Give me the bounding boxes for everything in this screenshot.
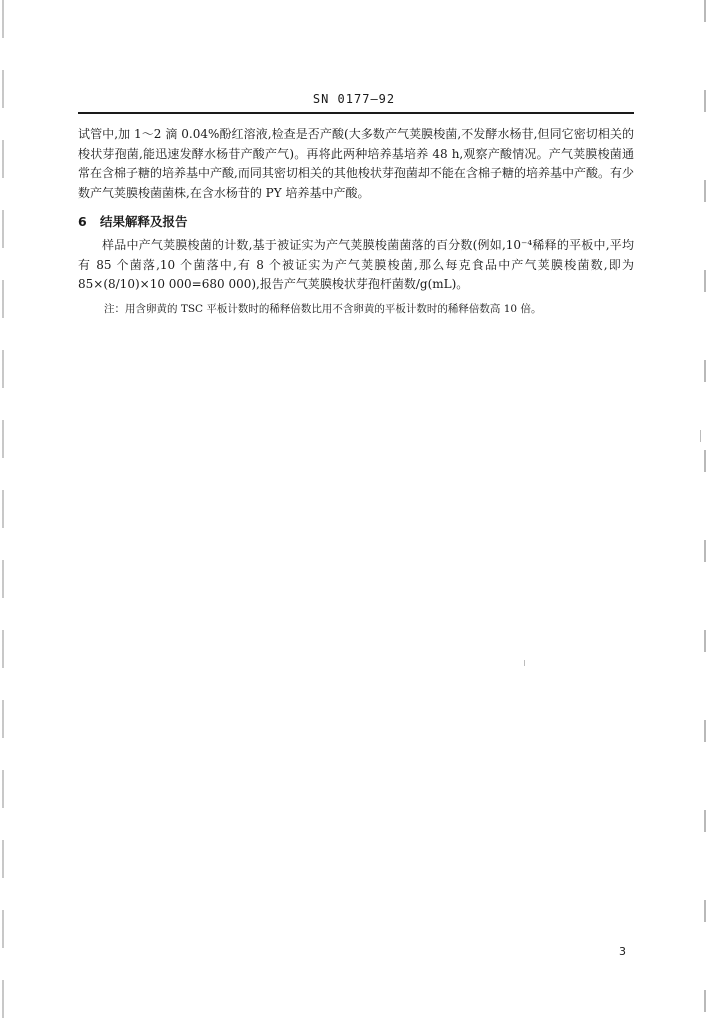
standard-code-header: SN 0177—92	[312, 92, 396, 106]
section-6-heading	[78, 212, 188, 230]
note: 注：用含卵黄的 TSC 平板计数时的稀释倍数比用不含卵黄的平板计数时的稀释倍数高 10 倍。	[104, 303, 542, 315]
scan-edge-left	[2, 0, 4, 1024]
page-number: 3	[619, 945, 626, 958]
header-rule	[78, 112, 634, 114]
scan-speck	[700, 430, 701, 442]
body-paragraph-1: 试管中,加 1～2 滴 0.04%酚红溶液,检查是否产酸(大多数产气荚膜梭菌,不发酵水杨苷,但同它密切相关的梭状芽孢菌,能迅速发酵水杨苷产酸产气)。再将此两种培养基培养 48 h,观察产酸情况。产气荚膜梭菌通常在含棉子糖的培养基中产酸,而同其密切相关的其他梭状芽孢菌却不能在含棉子糖的培养基中产酸。有少数产气荚膜梭菌菌株,在含水杨苷的 PY 培养基中产酸。	[78, 127, 634, 200]
scan-speck	[524, 660, 525, 666]
scan-edge-right	[704, 0, 706, 1024]
section-title: 结果解释及报告	[100, 214, 188, 229]
section-number: 6	[78, 214, 87, 229]
body-paragraph-2: 样品中产气荚膜梭菌的计数,基于被证实为产气荚膜梭菌菌落的百分数(例如,10⁻⁴稀释的平板中,平均有 85 个菌落,10 个菌落中,有 8 个被证实为产气荚膜梭菌,那么每克食品中产气荚膜梭菌数,即为 85×(8/10)×10 000=680 000),报告产气荚膜梭状芽孢杆菌数/g(mL)。	[78, 238, 634, 291]
